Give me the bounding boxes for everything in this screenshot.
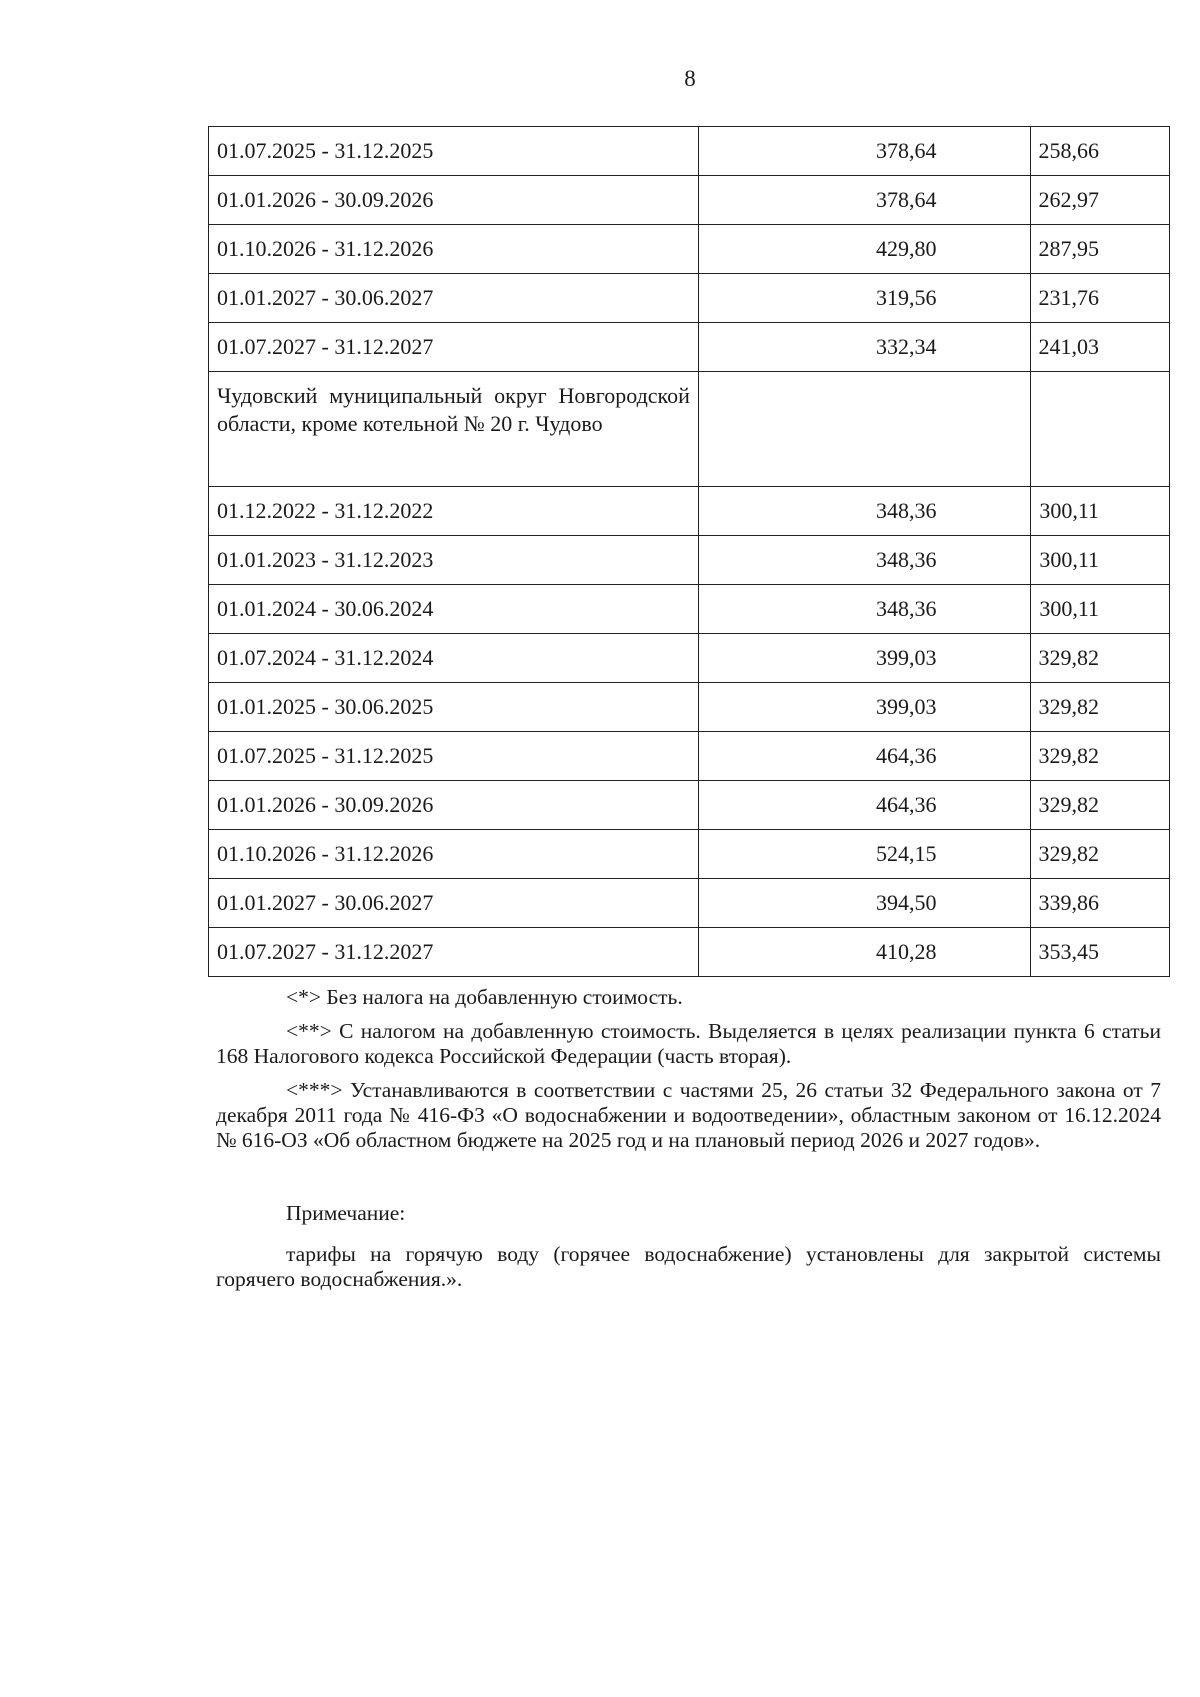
value1-cell: 348,36 — [698, 536, 1030, 585]
period-cell: 01.01.2027 - 30.06.2027 — [209, 274, 699, 323]
value2-cell: 329,82 — [1030, 732, 1170, 781]
empty-cell — [1030, 372, 1170, 487]
value1-cell: 399,03 — [698, 683, 1030, 732]
period-cell: 01.01.2025 - 30.06.2025 — [209, 683, 699, 732]
period-cell: 01.07.2025 - 31.12.2025 — [209, 732, 699, 781]
table-row — [209, 781, 1170, 830]
table-row — [209, 274, 1170, 323]
table-row — [209, 127, 1170, 176]
value2-cell: 262,97 — [1030, 176, 1170, 225]
table-row — [209, 487, 1170, 536]
table-row — [209, 176, 1170, 225]
footnote-2: <**> С налогом на добавленную стоимость. Выделяется в целях реализации пункта 6 статьи 168 Налогового кодекса Российской Федерации (часть вторая). — [216, 1019, 1161, 1068]
period-cell: 01.01.2026 - 30.09.2026 — [209, 781, 699, 830]
value1-cell: 410,28 — [698, 928, 1030, 977]
value2-cell: 241,03 — [1030, 323, 1170, 372]
section-title: Чудовский муниципальный округ Новгородской области, кроме котельной № 20 г. Чудово — [209, 372, 699, 487]
period-cell: 01.01.2026 - 30.09.2026 — [209, 176, 699, 225]
tariff-table — [208, 126, 1170, 977]
period-cell: 01.01.2023 - 31.12.2023 — [209, 536, 699, 585]
period-cell: 01.07.2027 - 31.12.2027 — [209, 928, 699, 977]
value2-cell: 287,95 — [1030, 225, 1170, 274]
value2-cell: 300,11 — [1030, 536, 1170, 585]
value1-cell: 394,50 — [698, 879, 1030, 928]
value1-cell: 348,36 — [698, 487, 1030, 536]
value1-cell: 464,36 — [698, 732, 1030, 781]
table-row — [209, 634, 1170, 683]
period-cell: 01.07.2027 - 31.12.2027 — [209, 323, 699, 372]
value2-cell: 353,45 — [1030, 928, 1170, 977]
page-number: 8 — [684, 66, 696, 91]
value2-cell: 329,82 — [1030, 830, 1170, 879]
table-row — [209, 830, 1170, 879]
value2-cell: 329,82 — [1030, 634, 1170, 683]
value2-cell: 258,66 — [1030, 127, 1170, 176]
period-cell: 01.01.2027 - 30.06.2027 — [209, 879, 699, 928]
value1-cell: 429,80 — [698, 225, 1030, 274]
table-row — [209, 928, 1170, 977]
footnote-1: <*> Без налога на добавленную стоимость. — [286, 985, 683, 1009]
value2-cell: 300,11 — [1030, 487, 1170, 536]
period-cell: 01.12.2022 - 31.12.2022 — [209, 487, 699, 536]
table-row — [209, 585, 1170, 634]
footnote-3: <***> Устанавливаются в соответствии с частями 25, 26 статьи 32 Федерального закона от 7 декабря 2011 года № 416-ФЗ «О водоснабжении и водоотведении», областным законом от 16.12.2024 № 616-ОЗ «Об областном бюджете на 2025 год и на плановый период 2026 и 2027 годов». — [216, 1078, 1161, 1152]
table-row — [209, 225, 1170, 274]
value2-cell: 329,82 — [1030, 781, 1170, 830]
value2-cell: 329,82 — [1030, 683, 1170, 732]
value1-cell: 378,64 — [698, 176, 1030, 225]
period-cell: 01.01.2024 - 30.06.2024 — [209, 585, 699, 634]
value1-cell: 524,15 — [698, 830, 1030, 879]
value2-cell: 339,86 — [1030, 879, 1170, 928]
footnotes-block — [216, 985, 1161, 1301]
value2-cell: 300,11 — [1030, 585, 1170, 634]
empty-cell — [698, 372, 1030, 487]
value1-cell: 378,64 — [698, 127, 1030, 176]
value1-cell: 348,36 — [698, 585, 1030, 634]
table-row — [209, 323, 1170, 372]
table-row — [209, 536, 1170, 585]
value2-cell: 231,76 — [1030, 274, 1170, 323]
period-cell: 01.10.2026 - 31.12.2026 — [209, 225, 699, 274]
remark-text: тарифы на горячую воду (горячее водоснабжение) установлены для закрытой системы горячего водоснабжения.». — [216, 1242, 1161, 1291]
value1-cell: 319,56 — [698, 274, 1030, 323]
table-row — [209, 879, 1170, 928]
period-cell: 01.07.2024 - 31.12.2024 — [209, 634, 699, 683]
remark-title: Примечание: — [286, 1201, 406, 1225]
value1-cell: 399,03 — [698, 634, 1030, 683]
value1-cell: 464,36 — [698, 781, 1030, 830]
table-row — [209, 683, 1170, 732]
period-cell: 01.10.2026 - 31.12.2026 — [209, 830, 699, 879]
value1-cell: 332,34 — [698, 323, 1030, 372]
table-row — [209, 732, 1170, 781]
period-cell: 01.07.2025 - 31.12.2025 — [209, 127, 699, 176]
section-header-row — [209, 372, 1170, 487]
